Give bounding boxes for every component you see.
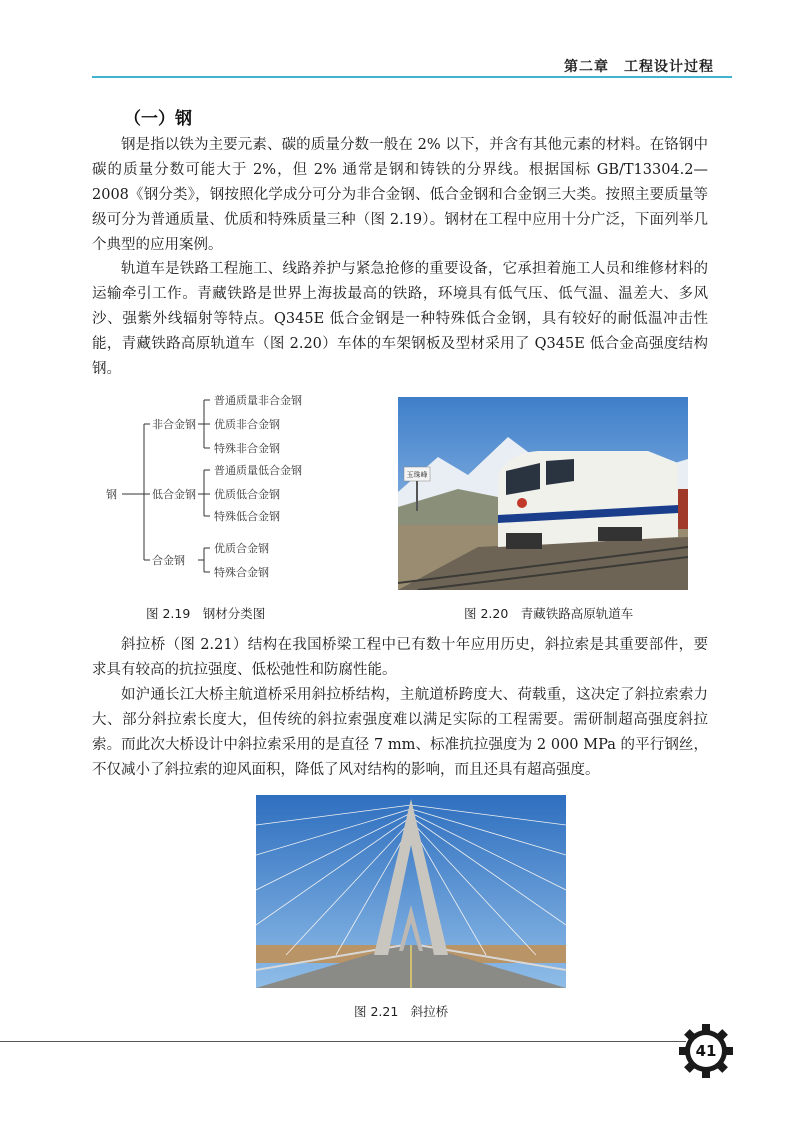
paragraph-cable-bridge: 斜拉桥（图 2.21）结构在我国桥梁工程中已有数十年应用历史，斜拉索是其重要部件，要求具有较高的抗拉强度、低松弛性和防腐性能。: [92, 637, 708, 678]
paragraph-steel-intro: 钢是指以铁为主要元素、碳的质量分数一般在 2% 以下，并含有其他元素的材料。在铬钢中碳的质量分数可能大于 2%，但 2% 通常是钢和铸铁的分界线。根据国标 GB/T13304.2—2008《钢分类》，钢按照化学成分可分为非合金钢、低合金钢和合金钢三大类。按照主要质量等级可分为普通质量、优质和特殊质量三种（图 2.19）。钢材在工程中应用十分广泛，下面列举几个典型的应用案例。: [92, 137, 708, 253]
tree-group-label: 低合金钢: [152, 488, 196, 501]
tree-group-label: 合金钢: [152, 554, 185, 567]
tree-group-label: 非合金钢: [152, 418, 196, 431]
chapter-title: 第二章 工程设计过程: [564, 59, 714, 75]
figure-caption-2-19: 图 2.19 钢材分类图: [146, 606, 266, 621]
freight-car: [678, 489, 688, 529]
tree-leaf-label: 普通质量非合金钢: [214, 394, 302, 407]
header-rule: [92, 76, 732, 78]
station-sign-text: 玉珠峰: [406, 471, 428, 479]
tree-leaf-label: 优质非合金钢: [214, 418, 280, 431]
tree-leaf-label: 特殊合金钢: [214, 566, 269, 579]
sign-post: [416, 481, 418, 511]
tree-leaf-label: 优质低合金钢: [214, 488, 280, 501]
paragraph-rail-car: 轨道车是铁路工程施工、线路养护与紧急抢修的重要设备，它承担着施工人员和维修材料的运输牵引工作。青藏铁路是世界上海拔最高的铁路，环境具有低气压、低气温、温差大、多风沙、强紫外线辐射等特点。Q345E 低合金钢是一种特殊低合金钢，具有较好的耐低温冲击性能，青藏铁路高原轨道车（图 2.20）车体的车架钢板及型材采用了 Q345E 低合金高强度结构钢。: [92, 261, 708, 377]
tree-leaf-label: 特殊非合金钢: [214, 442, 280, 455]
section-heading: （一）钢: [124, 109, 192, 129]
tree-leaf-label: 普通质量低合金钢: [214, 464, 302, 477]
tree-leaf-label: 优质合金钢: [214, 542, 269, 555]
steel-classification-diagram: [104, 386, 334, 582]
tree-leaf-label: 特殊低合金钢: [214, 510, 280, 523]
loco-bogie: [506, 533, 542, 549]
figure-caption-2-21: 图 2.21 斜拉桥: [354, 1004, 449, 1019]
loco-bogie: [598, 527, 642, 541]
footer-rule: [0, 1041, 686, 1042]
loco-emblem: [517, 498, 527, 508]
tree-root-label: 钢: [106, 488, 117, 501]
bridge-photo: [256, 795, 566, 988]
page-number: 41: [695, 1042, 717, 1060]
paragraph-hutong-bridge: 如沪通长江大桥主航道桥采用斜拉桥结构，主航道桥跨度大、荷载重，这决定了斜拉索索力大、部分斜拉索长度大，但传统的斜拉索强度难以满足实际的工程需要。需研制超高强度斜拉索。而此次大桥设计中斜拉索采用的是直径 7 mm、标准抗拉强度为 2 000 MPa 的平行钢丝，不仅减小了斜拉索的迎风面积，降低了风对结构的影响，而且还具有超高强度。: [92, 687, 708, 778]
train-photo: [398, 397, 688, 590]
loco-side-window: [546, 459, 574, 485]
figure-caption-2-20: 图 2.20 青藏铁路高原轨道车: [464, 606, 634, 621]
